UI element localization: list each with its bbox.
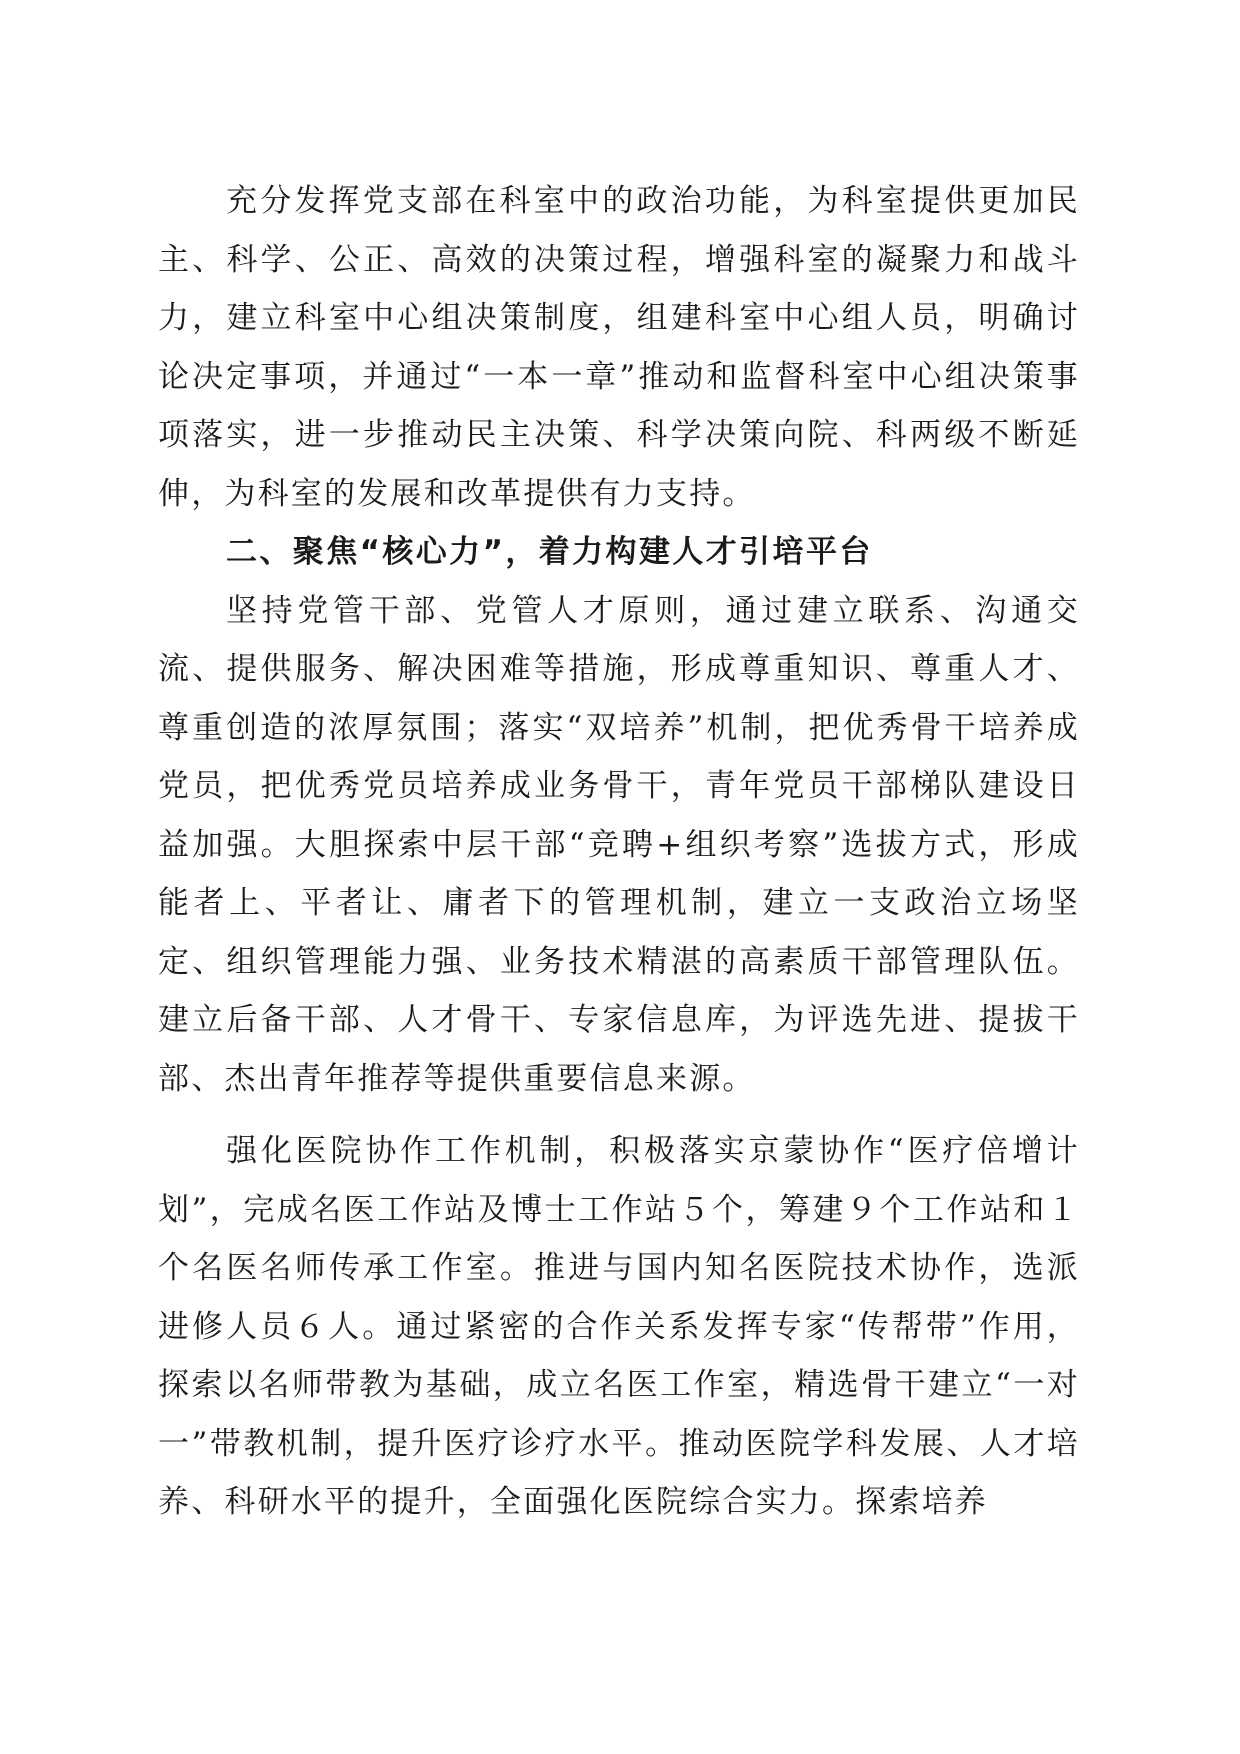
paragraph-decision-making: 充分发挥党支部在科室中的政治功能，为科室提供更加民主、科学、公正、高效的决策过程，增强科室的凝聚力和战斗力，建立科室中心组决策制度，组建科室中心组人员，明确讨论决定事项，并通过“一本一章”推动和监督科室中心组决策事项落实，进一步推动民主决策、科学决策向院、科两级不断延伸，为科室的发展和改革提供有力支持。: [158, 183, 1080, 512]
section-heading-talent-platform: 二、聚焦“核心力”，着力构建人才引培平台: [226, 534, 873, 570]
document-body: [158, 172, 1080, 1532]
paragraph-cadre-management: 坚持党管干部、党管人才原则，通过建立联系、沟通交流、提供服务、解决困难等措施，形成尊重知识、尊重人才、尊重创造的浓厚氛围；落实“双培养”机制，把优秀骨干培养成党员，把优秀党员培养成业务骨干，青年党员干部梯队建设日益加强。大胆探索中层干部“竞聘+组织考察”选拔方式，形成能者上、平者让、庸者下的管理机制，建立一支政治立场坚定、组织管理能力强、业务技术精湛的高素质干部管理队伍。建立后备干部、人才骨干、专家信息库，为评选先进、提拔干部、杰出青年推荐等提供重要信息来源。: [158, 592, 1080, 1097]
paragraph-hospital-cooperation: 强化医院协作工作机制，积极落实京蒙协作“医疗倍增计划”，完成名医工作站及博士工作站５个，筹建９个工作站和１个名医名师传承工作室。推进与国内知名医院技术协作，选派进修人员６人。通过紧密的合作关系发挥专家“传帮带”作用，探索以名师带教为基础，成立名医工作室，精选骨干建立“一对一”带教机制，提升医疗诊疗水平。推动医院学科发展、人才培养、科研水平的提升，全面强化医院综合实力。探索培养: [158, 1133, 1080, 1520]
